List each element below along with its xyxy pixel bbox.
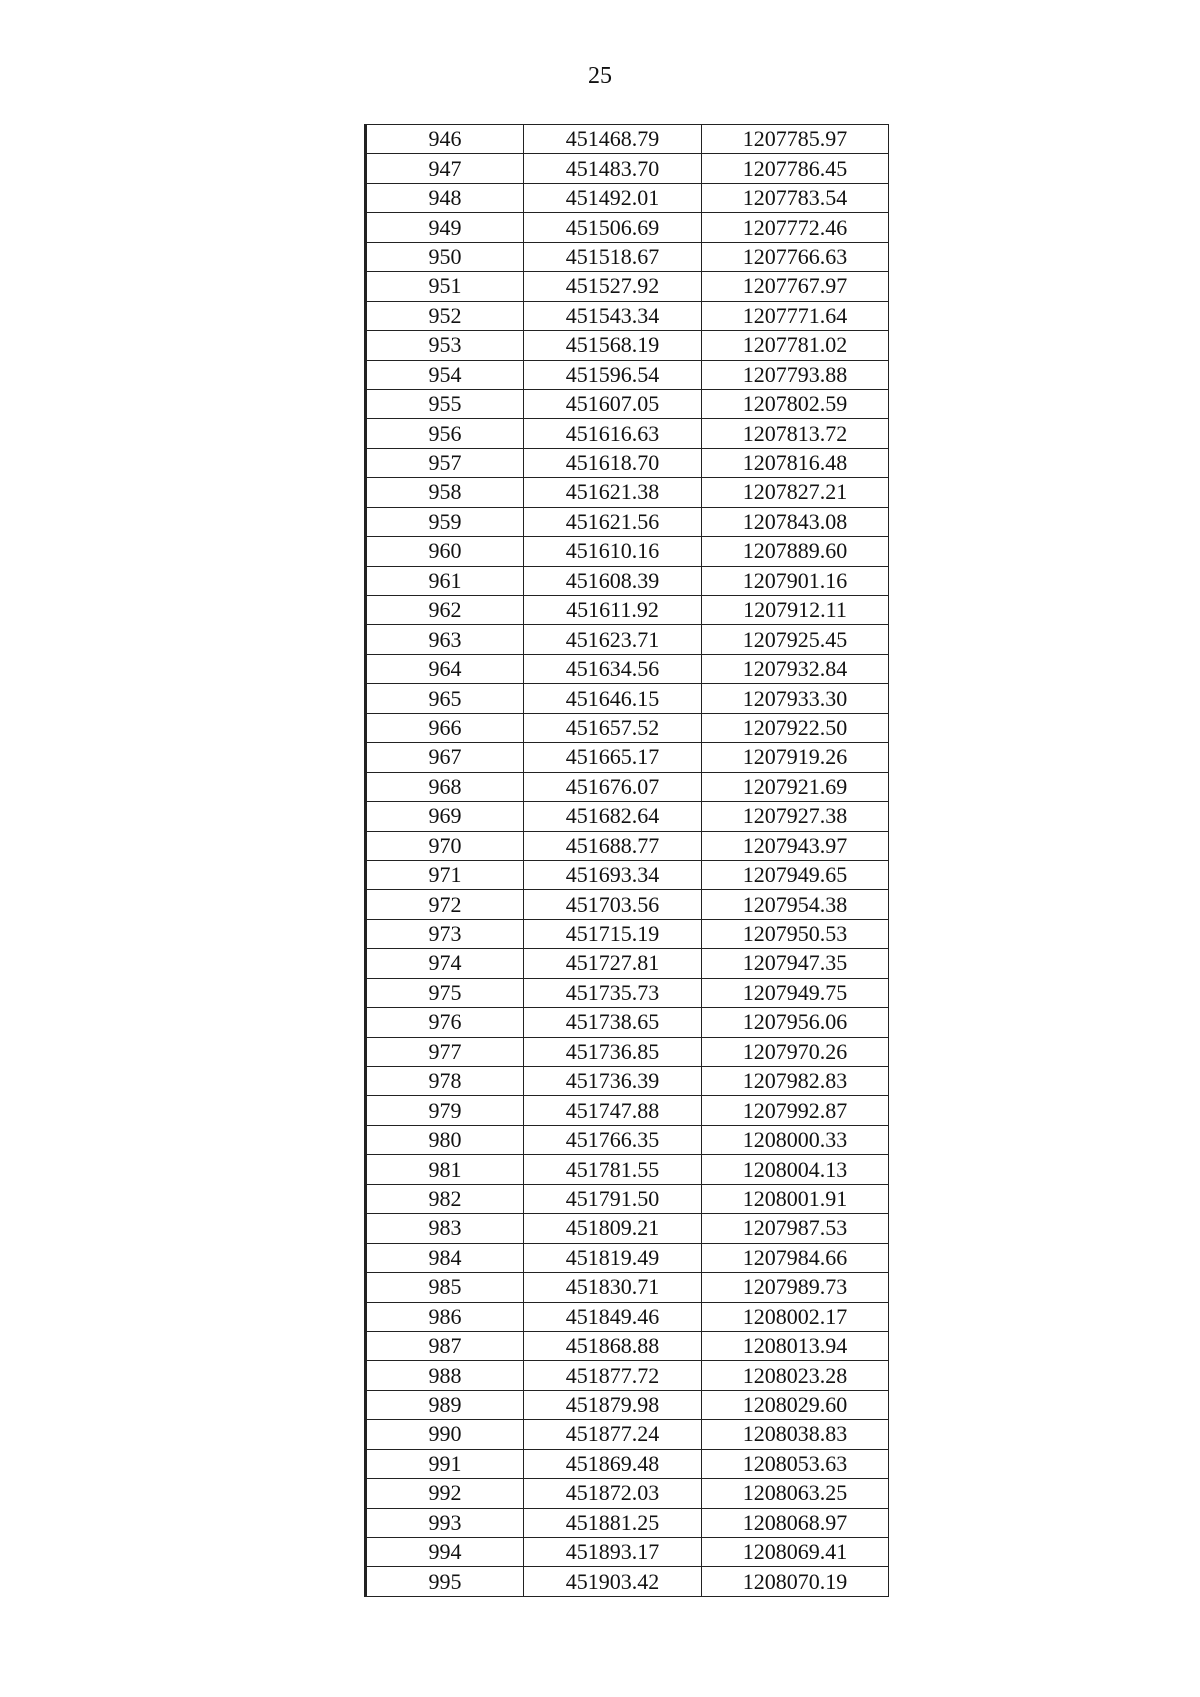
y-coordinate-cell: 1207783.54 — [702, 183, 889, 212]
y-coordinate-cell: 1208068.97 — [702, 1508, 889, 1537]
y-coordinate-cell: 1208000.33 — [702, 1125, 889, 1154]
point-number-cell: 974 — [366, 949, 524, 978]
table-row — [366, 743, 889, 772]
y-coordinate-cell: 1208004.13 — [702, 1155, 889, 1184]
table-row — [366, 154, 889, 183]
x-coordinate-cell: 451693.34 — [524, 860, 702, 889]
table-row — [366, 1273, 889, 1302]
table-row — [366, 919, 889, 948]
y-coordinate-cell: 1207816.48 — [702, 448, 889, 477]
table-row — [366, 1508, 889, 1537]
table-row — [366, 1008, 889, 1037]
x-coordinate-cell: 451872.03 — [524, 1479, 702, 1508]
y-coordinate-cell: 1207987.53 — [702, 1214, 889, 1243]
y-coordinate-cell: 1207813.72 — [702, 419, 889, 448]
point-number-cell: 956 — [366, 419, 524, 448]
table-row — [366, 1361, 889, 1390]
x-coordinate-cell: 451518.67 — [524, 242, 702, 271]
y-coordinate-cell: 1207781.02 — [702, 331, 889, 360]
y-coordinate-cell: 1208063.25 — [702, 1479, 889, 1508]
table-row — [366, 1302, 889, 1331]
x-coordinate-cell: 451506.69 — [524, 213, 702, 242]
y-coordinate-cell: 1207943.97 — [702, 831, 889, 860]
page-number: 25 — [588, 63, 612, 89]
x-coordinate-cell: 451608.39 — [524, 566, 702, 595]
table-row — [366, 537, 889, 566]
point-number-cell: 969 — [366, 802, 524, 831]
y-coordinate-cell: 1207772.46 — [702, 213, 889, 242]
y-coordinate-cell: 1207989.73 — [702, 1273, 889, 1302]
y-coordinate-cell: 1207954.38 — [702, 890, 889, 919]
coordinates-table-container — [364, 124, 887, 1597]
x-coordinate-cell: 451819.49 — [524, 1243, 702, 1272]
table-row — [366, 1184, 889, 1213]
y-coordinate-cell: 1207889.60 — [702, 537, 889, 566]
y-coordinate-cell: 1207949.75 — [702, 978, 889, 1007]
coordinates-table — [364, 124, 889, 1597]
x-coordinate-cell: 451527.92 — [524, 272, 702, 301]
x-coordinate-cell: 451623.71 — [524, 625, 702, 654]
y-coordinate-cell: 1207771.64 — [702, 301, 889, 330]
point-number-cell: 982 — [366, 1184, 524, 1213]
x-coordinate-cell: 451621.56 — [524, 507, 702, 536]
x-coordinate-cell: 451483.70 — [524, 154, 702, 183]
y-coordinate-cell: 1207827.21 — [702, 478, 889, 507]
y-coordinate-cell: 1208029.60 — [702, 1390, 889, 1419]
x-coordinate-cell: 451727.81 — [524, 949, 702, 978]
point-number-cell: 963 — [366, 625, 524, 654]
table-row — [366, 831, 889, 860]
y-coordinate-cell: 1207843.08 — [702, 507, 889, 536]
y-coordinate-cell: 1207947.35 — [702, 949, 889, 978]
point-number-cell: 995 — [366, 1567, 524, 1596]
y-coordinate-cell: 1207786.45 — [702, 154, 889, 183]
point-number-cell: 950 — [366, 242, 524, 271]
table-row — [366, 596, 889, 625]
table-row — [366, 949, 889, 978]
point-number-cell: 955 — [366, 389, 524, 418]
point-number-cell: 989 — [366, 1390, 524, 1419]
table-row — [366, 301, 889, 330]
y-coordinate-cell: 1207992.87 — [702, 1096, 889, 1125]
y-coordinate-cell: 1208013.94 — [702, 1331, 889, 1360]
point-number-cell: 959 — [366, 507, 524, 536]
table-row — [366, 183, 889, 212]
y-coordinate-cell: 1207950.53 — [702, 919, 889, 948]
point-number-cell: 970 — [366, 831, 524, 860]
x-coordinate-cell: 451618.70 — [524, 448, 702, 477]
point-number-cell: 985 — [366, 1273, 524, 1302]
x-coordinate-cell: 451738.65 — [524, 1008, 702, 1037]
x-coordinate-cell: 451881.25 — [524, 1508, 702, 1537]
point-number-cell: 968 — [366, 772, 524, 801]
table-row — [366, 507, 889, 536]
y-coordinate-cell: 1207766.63 — [702, 242, 889, 271]
point-number-cell: 971 — [366, 860, 524, 889]
table-row — [366, 389, 889, 418]
point-number-cell: 980 — [366, 1125, 524, 1154]
x-coordinate-cell: 451657.52 — [524, 713, 702, 742]
table-row — [366, 1449, 889, 1478]
point-number-cell: 961 — [366, 566, 524, 595]
x-coordinate-cell: 451736.85 — [524, 1037, 702, 1066]
x-coordinate-cell: 451879.98 — [524, 1390, 702, 1419]
table-row — [366, 890, 889, 919]
table-row — [366, 1125, 889, 1154]
x-coordinate-cell: 451610.16 — [524, 537, 702, 566]
point-number-cell: 967 — [366, 743, 524, 772]
table-row — [366, 1067, 889, 1096]
x-coordinate-cell: 451543.34 — [524, 301, 702, 330]
point-number-cell: 994 — [366, 1538, 524, 1567]
point-number-cell: 975 — [366, 978, 524, 1007]
point-number-cell: 981 — [366, 1155, 524, 1184]
y-coordinate-cell: 1207921.69 — [702, 772, 889, 801]
x-coordinate-cell: 451869.48 — [524, 1449, 702, 1478]
x-coordinate-cell: 451621.38 — [524, 478, 702, 507]
x-coordinate-cell: 451682.64 — [524, 802, 702, 831]
table-row — [366, 860, 889, 889]
table-row — [366, 1567, 889, 1596]
y-coordinate-cell: 1207984.66 — [702, 1243, 889, 1272]
x-coordinate-cell: 451568.19 — [524, 331, 702, 360]
table-row — [366, 1155, 889, 1184]
point-number-cell: 984 — [366, 1243, 524, 1272]
point-number-cell: 952 — [366, 301, 524, 330]
coordinates-table-body — [366, 125, 889, 1597]
point-number-cell: 953 — [366, 331, 524, 360]
x-coordinate-cell: 451849.46 — [524, 1302, 702, 1331]
x-coordinate-cell: 451596.54 — [524, 360, 702, 389]
point-number-cell: 993 — [366, 1508, 524, 1537]
y-coordinate-cell: 1207922.50 — [702, 713, 889, 742]
table-row — [366, 1420, 889, 1449]
x-coordinate-cell: 451781.55 — [524, 1155, 702, 1184]
x-coordinate-cell: 451747.88 — [524, 1096, 702, 1125]
x-coordinate-cell: 451634.56 — [524, 654, 702, 683]
point-number-cell: 964 — [366, 654, 524, 683]
table-row — [366, 272, 889, 301]
y-coordinate-cell: 1208001.91 — [702, 1184, 889, 1213]
y-coordinate-cell: 1207925.45 — [702, 625, 889, 654]
x-coordinate-cell: 451646.15 — [524, 684, 702, 713]
x-coordinate-cell: 451877.72 — [524, 1361, 702, 1390]
x-coordinate-cell: 451688.77 — [524, 831, 702, 860]
table-row — [366, 1331, 889, 1360]
point-number-cell: 958 — [366, 478, 524, 507]
table-row — [366, 802, 889, 831]
x-coordinate-cell: 451607.05 — [524, 389, 702, 418]
table-row — [366, 1479, 889, 1508]
point-number-cell: 951 — [366, 272, 524, 301]
y-coordinate-cell: 1207793.88 — [702, 360, 889, 389]
table-row — [366, 713, 889, 742]
y-coordinate-cell: 1207932.84 — [702, 654, 889, 683]
point-number-cell: 957 — [366, 448, 524, 477]
table-row — [366, 654, 889, 683]
y-coordinate-cell: 1207802.59 — [702, 389, 889, 418]
point-number-cell: 991 — [366, 1449, 524, 1478]
point-number-cell: 976 — [366, 1008, 524, 1037]
point-number-cell: 979 — [366, 1096, 524, 1125]
y-coordinate-cell: 1207767.97 — [702, 272, 889, 301]
y-coordinate-cell: 1207970.26 — [702, 1037, 889, 1066]
x-coordinate-cell: 451715.19 — [524, 919, 702, 948]
table-row — [366, 419, 889, 448]
y-coordinate-cell: 1208023.28 — [702, 1361, 889, 1390]
table-row — [366, 478, 889, 507]
table-row — [366, 1538, 889, 1567]
x-coordinate-cell: 451809.21 — [524, 1214, 702, 1243]
x-coordinate-cell: 451468.79 — [524, 125, 702, 154]
x-coordinate-cell: 451766.35 — [524, 1125, 702, 1154]
y-coordinate-cell: 1207927.38 — [702, 802, 889, 831]
point-number-cell: 983 — [366, 1214, 524, 1243]
x-coordinate-cell: 451877.24 — [524, 1420, 702, 1449]
point-number-cell: 986 — [366, 1302, 524, 1331]
y-coordinate-cell: 1207956.06 — [702, 1008, 889, 1037]
table-row — [366, 360, 889, 389]
point-number-cell: 992 — [366, 1479, 524, 1508]
point-number-cell: 978 — [366, 1067, 524, 1096]
x-coordinate-cell: 451492.01 — [524, 183, 702, 212]
point-number-cell: 962 — [366, 596, 524, 625]
x-coordinate-cell: 451735.73 — [524, 978, 702, 1007]
x-coordinate-cell: 451868.88 — [524, 1331, 702, 1360]
x-coordinate-cell: 451893.17 — [524, 1538, 702, 1567]
y-coordinate-cell: 1208002.17 — [702, 1302, 889, 1331]
y-coordinate-cell: 1207785.97 — [702, 125, 889, 154]
table-row — [366, 1243, 889, 1272]
point-number-cell: 973 — [366, 919, 524, 948]
x-coordinate-cell: 451830.71 — [524, 1273, 702, 1302]
y-coordinate-cell: 1207949.65 — [702, 860, 889, 889]
y-coordinate-cell: 1207919.26 — [702, 743, 889, 772]
table-row — [366, 1214, 889, 1243]
y-coordinate-cell: 1208053.63 — [702, 1449, 889, 1478]
x-coordinate-cell: 451616.63 — [524, 419, 702, 448]
table-row — [366, 448, 889, 477]
point-number-cell: 977 — [366, 1037, 524, 1066]
table-row — [366, 684, 889, 713]
point-number-cell: 965 — [366, 684, 524, 713]
point-number-cell: 960 — [366, 537, 524, 566]
y-coordinate-cell: 1208069.41 — [702, 1538, 889, 1567]
point-number-cell: 972 — [366, 890, 524, 919]
table-row — [366, 331, 889, 360]
x-coordinate-cell: 451791.50 — [524, 1184, 702, 1213]
table-row — [366, 625, 889, 654]
table-row — [366, 1096, 889, 1125]
table-row — [366, 242, 889, 271]
y-coordinate-cell: 1208038.83 — [702, 1420, 889, 1449]
x-coordinate-cell: 451611.92 — [524, 596, 702, 625]
point-number-cell: 954 — [366, 360, 524, 389]
x-coordinate-cell: 451903.42 — [524, 1567, 702, 1596]
table-row — [366, 566, 889, 595]
point-number-cell: 987 — [366, 1331, 524, 1360]
y-coordinate-cell: 1207901.16 — [702, 566, 889, 595]
y-coordinate-cell: 1207933.30 — [702, 684, 889, 713]
x-coordinate-cell: 451736.39 — [524, 1067, 702, 1096]
point-number-cell: 988 — [366, 1361, 524, 1390]
table-row — [366, 772, 889, 801]
point-number-cell: 948 — [366, 183, 524, 212]
table-row — [366, 978, 889, 1007]
table-row — [366, 1390, 889, 1419]
table-row — [366, 125, 889, 154]
point-number-cell: 947 — [366, 154, 524, 183]
y-coordinate-cell: 1208070.19 — [702, 1567, 889, 1596]
y-coordinate-cell: 1207912.11 — [702, 596, 889, 625]
table-row — [366, 213, 889, 242]
x-coordinate-cell: 451703.56 — [524, 890, 702, 919]
x-coordinate-cell: 451665.17 — [524, 743, 702, 772]
table-row — [366, 1037, 889, 1066]
point-number-cell: 990 — [366, 1420, 524, 1449]
point-number-cell: 966 — [366, 713, 524, 742]
y-coordinate-cell: 1207982.83 — [702, 1067, 889, 1096]
point-number-cell: 946 — [366, 125, 524, 154]
point-number-cell: 949 — [366, 213, 524, 242]
x-coordinate-cell: 451676.07 — [524, 772, 702, 801]
